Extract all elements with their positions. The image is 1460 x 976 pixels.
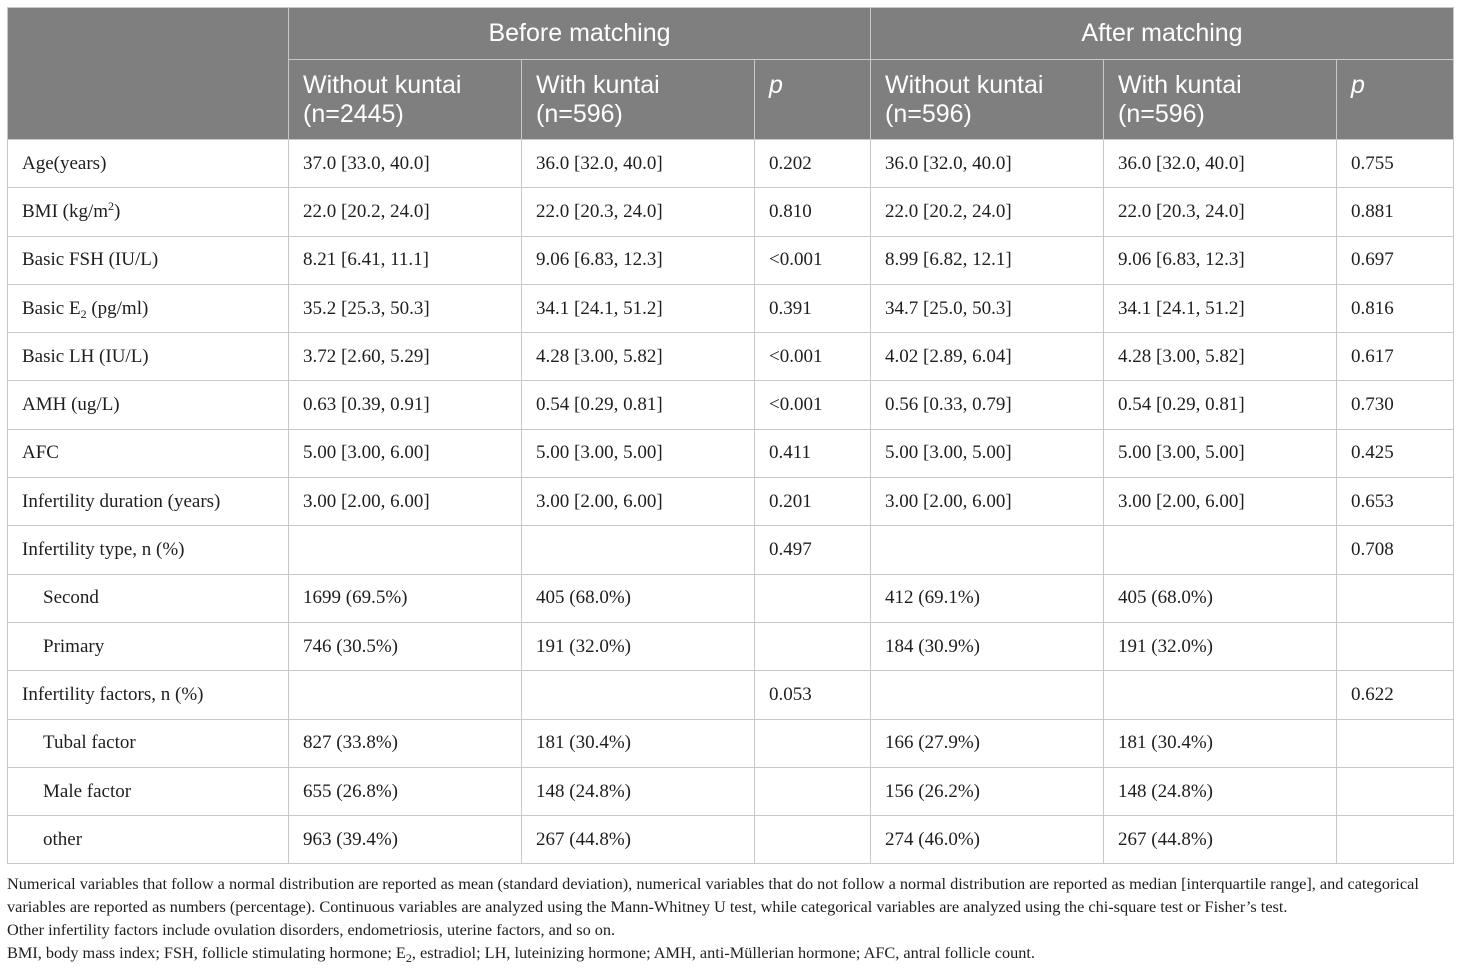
- table-cell: 8.99 [6.82, 12.1]: [871, 236, 1104, 284]
- table-cell: [755, 574, 871, 622]
- table-cell: 35.2 [25.3, 50.3]: [289, 284, 522, 332]
- table-cell: 3.00 [2.00, 6.00]: [1104, 478, 1337, 526]
- row-label-superscript: 2: [108, 198, 115, 213]
- table-row: [8, 333, 1454, 381]
- table-cell: <0.001: [755, 333, 871, 381]
- table-cell: 36.0 [32.0, 40.0]: [871, 140, 1104, 188]
- row-label-text: AMH (ug/L): [22, 394, 120, 416]
- row-label-text: AFC: [22, 442, 59, 464]
- table-cell: 166 (27.9%): [871, 719, 1104, 767]
- row-label: [8, 188, 289, 236]
- row-label: [8, 574, 289, 622]
- table-cell: 0.425: [1337, 429, 1454, 477]
- table-cell: 5.00 [3.00, 6.00]: [289, 429, 522, 477]
- table-cell: 22.0 [20.2, 24.0]: [289, 188, 522, 236]
- column-header-0: [289, 60, 522, 140]
- table-row: [8, 816, 1454, 864]
- row-label-subscript: 2: [80, 306, 87, 321]
- table-cell: [289, 526, 522, 574]
- table-cell: 4.28 [3.00, 5.82]: [522, 333, 755, 381]
- footnote-2: Other infertility factors include ovulation disorders, endometriosis, uterine factors, and so on.: [7, 920, 616, 940]
- column-header-5: [1337, 60, 1454, 140]
- footnote-3: [7, 941, 1453, 964]
- column-header-2: [755, 60, 871, 140]
- table-cell: 0.617: [1337, 333, 1454, 381]
- table-cell: 34.1 [24.1, 51.2]: [1104, 284, 1337, 332]
- table-cell: 827 (33.8%): [289, 719, 522, 767]
- table-cell: [871, 526, 1104, 574]
- table-cell: 3.00 [2.00, 6.00]: [522, 478, 755, 526]
- table-cell: 0.202: [755, 140, 871, 188]
- column-header-line2: (n=596): [536, 100, 623, 128]
- column-header-line1: Without kuntai: [885, 71, 1044, 99]
- row-label-text: Primary: [43, 635, 105, 657]
- table-cell: 22.0 [20.3, 24.0]: [522, 188, 755, 236]
- table-cell: 267 (44.8%): [1104, 816, 1337, 864]
- table-container: [7, 7, 1453, 964]
- table-cell: 412 (69.1%): [871, 574, 1104, 622]
- table-cell: [1104, 526, 1337, 574]
- column-header-line1: With kuntai: [536, 71, 660, 99]
- table-cell: 405 (68.0%): [522, 574, 755, 622]
- table-cell: [522, 671, 755, 719]
- column-header-line2: (n=596): [885, 100, 972, 128]
- table-cell: 1699 (69.5%): [289, 574, 522, 622]
- row-label: [8, 719, 289, 767]
- column-header-line2: (n=596): [1118, 100, 1205, 128]
- row-label-text: Basic FSH (IU/L): [22, 249, 159, 271]
- row-label-text: Second: [43, 587, 99, 609]
- header-group-row: [8, 8, 1454, 60]
- table-cell: 5.00 [3.00, 5.00]: [1104, 429, 1337, 477]
- table-cell: 963 (39.4%): [289, 816, 522, 864]
- table-row: [8, 140, 1454, 188]
- table-row: [8, 381, 1454, 429]
- table-row: [8, 574, 1454, 622]
- table-cell: [1337, 767, 1454, 815]
- table-cell: [755, 622, 871, 670]
- table-cell: 0.56 [0.33, 0.79]: [871, 381, 1104, 429]
- table-cell: 184 (30.9%): [871, 622, 1104, 670]
- table-cell: 148 (24.8%): [1104, 767, 1337, 815]
- table-cell: <0.001: [755, 236, 871, 284]
- column-header-line2: (n=2445): [303, 100, 404, 128]
- table-cell: [755, 767, 871, 815]
- table-cell: [1337, 574, 1454, 622]
- row-label: [8, 767, 289, 815]
- table-cell: 5.00 [3.00, 5.00]: [871, 429, 1104, 477]
- column-header-line1: With kuntai: [1118, 71, 1242, 99]
- row-label-text: other: [43, 828, 83, 850]
- row-label-text: Infertility factors, n (%): [22, 683, 204, 705]
- table-cell: 0.411: [755, 429, 871, 477]
- table-cell: 4.28 [3.00, 5.82]: [1104, 333, 1337, 381]
- table-cell: [755, 816, 871, 864]
- table-cell: 22.0 [20.3, 24.0]: [1104, 188, 1337, 236]
- table-cell: 0.63 [0.39, 0.91]: [289, 381, 522, 429]
- footnote-3-part-b: , estradiol; LH, luteinizing hormone; AMH, anti-Müllerian hormone; AFC, antral follicle count.: [411, 943, 1035, 963]
- table-cell: 0.053: [755, 671, 871, 719]
- row-label: [8, 381, 289, 429]
- column-header-line1: Without kuntai: [303, 71, 462, 99]
- table-row: [8, 188, 1454, 236]
- table-cell: 3.72 [2.60, 5.29]: [289, 333, 522, 381]
- table-cell: 0.810: [755, 188, 871, 236]
- footnote-3-subscript: 2: [405, 951, 412, 966]
- footnote-1: Numerical variables that follow a normal distribution are reported as mean (standard deviation), numerical variables that do not follow a normal distribution are reported as median [interquartile range], and categorical variables are reported as numbers (percentage). Continuous variables are analyzed using the Mann-Whitney U test, while categorical variables are analyzed using the chi-square test or Fisher’s test.: [7, 874, 1419, 917]
- table-cell: 0.54 [0.29, 0.81]: [1104, 381, 1337, 429]
- table-cell: 0.497: [755, 526, 871, 574]
- table-cell: 9.06 [6.83, 12.3]: [1104, 236, 1337, 284]
- row-label-text: Male factor: [43, 780, 132, 802]
- table-cell: 0.755: [1337, 140, 1454, 188]
- table-row: [8, 622, 1454, 670]
- table-cell: [1337, 719, 1454, 767]
- table-cell: 37.0 [33.0, 40.0]: [289, 140, 522, 188]
- row-label-text: Basic LH (IU/L): [22, 345, 149, 367]
- table-cell: 191 (32.0%): [522, 622, 755, 670]
- table-cell: 0.697: [1337, 236, 1454, 284]
- row-label-text: Basic E: [22, 297, 81, 319]
- table-cell: 655 (26.8%): [289, 767, 522, 815]
- row-label-text: Infertility type, n (%): [22, 539, 185, 561]
- table-cell: [522, 526, 755, 574]
- table-cell: 0.622: [1337, 671, 1454, 719]
- table-cell: [1337, 816, 1454, 864]
- table-row: [8, 671, 1454, 719]
- table-cell: 0.708: [1337, 526, 1454, 574]
- table-cell: 0.730: [1337, 381, 1454, 429]
- table-cell: 181 (30.4%): [1104, 719, 1337, 767]
- row-label-text: Tubal factor: [43, 732, 136, 754]
- table-cell: 8.21 [6.41, 11.1]: [289, 236, 522, 284]
- column-header-line1: p: [769, 71, 783, 99]
- row-label-suffix: ): [114, 200, 121, 222]
- column-header-4: [1104, 60, 1337, 140]
- table-row: [8, 236, 1454, 284]
- row-label: [8, 816, 289, 864]
- table-footnotes: [7, 872, 1453, 964]
- table-cell: 0.653: [1337, 478, 1454, 526]
- row-label: [8, 671, 289, 719]
- table-row: [8, 767, 1454, 815]
- table-cell: 181 (30.4%): [522, 719, 755, 767]
- table-cell: 148 (24.8%): [522, 767, 755, 815]
- table-cell: [1104, 671, 1337, 719]
- table-cell: [1337, 622, 1454, 670]
- header-after-matching: After matching: [871, 8, 1454, 60]
- row-label: [8, 526, 289, 574]
- table-cell: 0.201: [755, 478, 871, 526]
- row-label: [8, 236, 289, 284]
- table-header: [8, 8, 1454, 140]
- row-label-text: Age(years): [22, 152, 107, 174]
- table-cell: 191 (32.0%): [1104, 622, 1337, 670]
- column-header-1: [522, 60, 755, 140]
- table-cell: 746 (30.5%): [289, 622, 522, 670]
- table-cell: 5.00 [3.00, 5.00]: [522, 429, 755, 477]
- table-cell: 9.06 [6.83, 12.3]: [522, 236, 755, 284]
- table-cell: 0.816: [1337, 284, 1454, 332]
- table-cell: 22.0 [20.2, 24.0]: [871, 188, 1104, 236]
- row-label: [8, 140, 289, 188]
- table-cell: 0.881: [1337, 188, 1454, 236]
- table-cell: 34.7 [25.0, 50.3]: [871, 284, 1104, 332]
- table-cell: 3.00 [2.00, 6.00]: [289, 478, 522, 526]
- table-cell: [289, 671, 522, 719]
- row-label: [8, 333, 289, 381]
- table-row: [8, 719, 1454, 767]
- table-cell: 34.1 [24.1, 51.2]: [522, 284, 755, 332]
- table-cell: [871, 671, 1104, 719]
- table-cell: 4.02 [2.89, 6.04]: [871, 333, 1104, 381]
- header-blank-cell: [8, 8, 289, 140]
- table-cell: [755, 719, 871, 767]
- table-cell: 274 (46.0%): [871, 816, 1104, 864]
- table-cell: 0.54 [0.29, 0.81]: [522, 381, 755, 429]
- row-label-suffix: (pg/ml): [86, 297, 149, 319]
- table-cell: 267 (44.8%): [522, 816, 755, 864]
- footnote-3-part-a: BMI, body mass index; FSH, follicle stimulating hormone; E: [7, 943, 406, 963]
- column-header-3: [871, 60, 1104, 140]
- header-before-matching: Before matching: [289, 8, 871, 60]
- table-cell: 0.391: [755, 284, 871, 332]
- table-row: [8, 284, 1454, 332]
- row-label-text: BMI (kg/m: [22, 200, 109, 222]
- table-cell: 156 (26.2%): [871, 767, 1104, 815]
- row-label: [8, 478, 289, 526]
- row-label: [8, 429, 289, 477]
- row-label: [8, 622, 289, 670]
- table-row: [8, 429, 1454, 477]
- data-table: [7, 7, 1454, 864]
- table-body: [8, 140, 1454, 864]
- table-cell: 36.0 [32.0, 40.0]: [522, 140, 755, 188]
- table-row: [8, 478, 1454, 526]
- table-cell: <0.001: [755, 381, 871, 429]
- row-label-text: Infertility duration (years): [22, 490, 221, 512]
- column-header-line1: p: [1351, 71, 1365, 99]
- table-cell: 3.00 [2.00, 6.00]: [871, 478, 1104, 526]
- table-cell: 36.0 [32.0, 40.0]: [1104, 140, 1337, 188]
- table-cell: 405 (68.0%): [1104, 574, 1337, 622]
- row-label: [8, 284, 289, 332]
- table-row: [8, 526, 1454, 574]
